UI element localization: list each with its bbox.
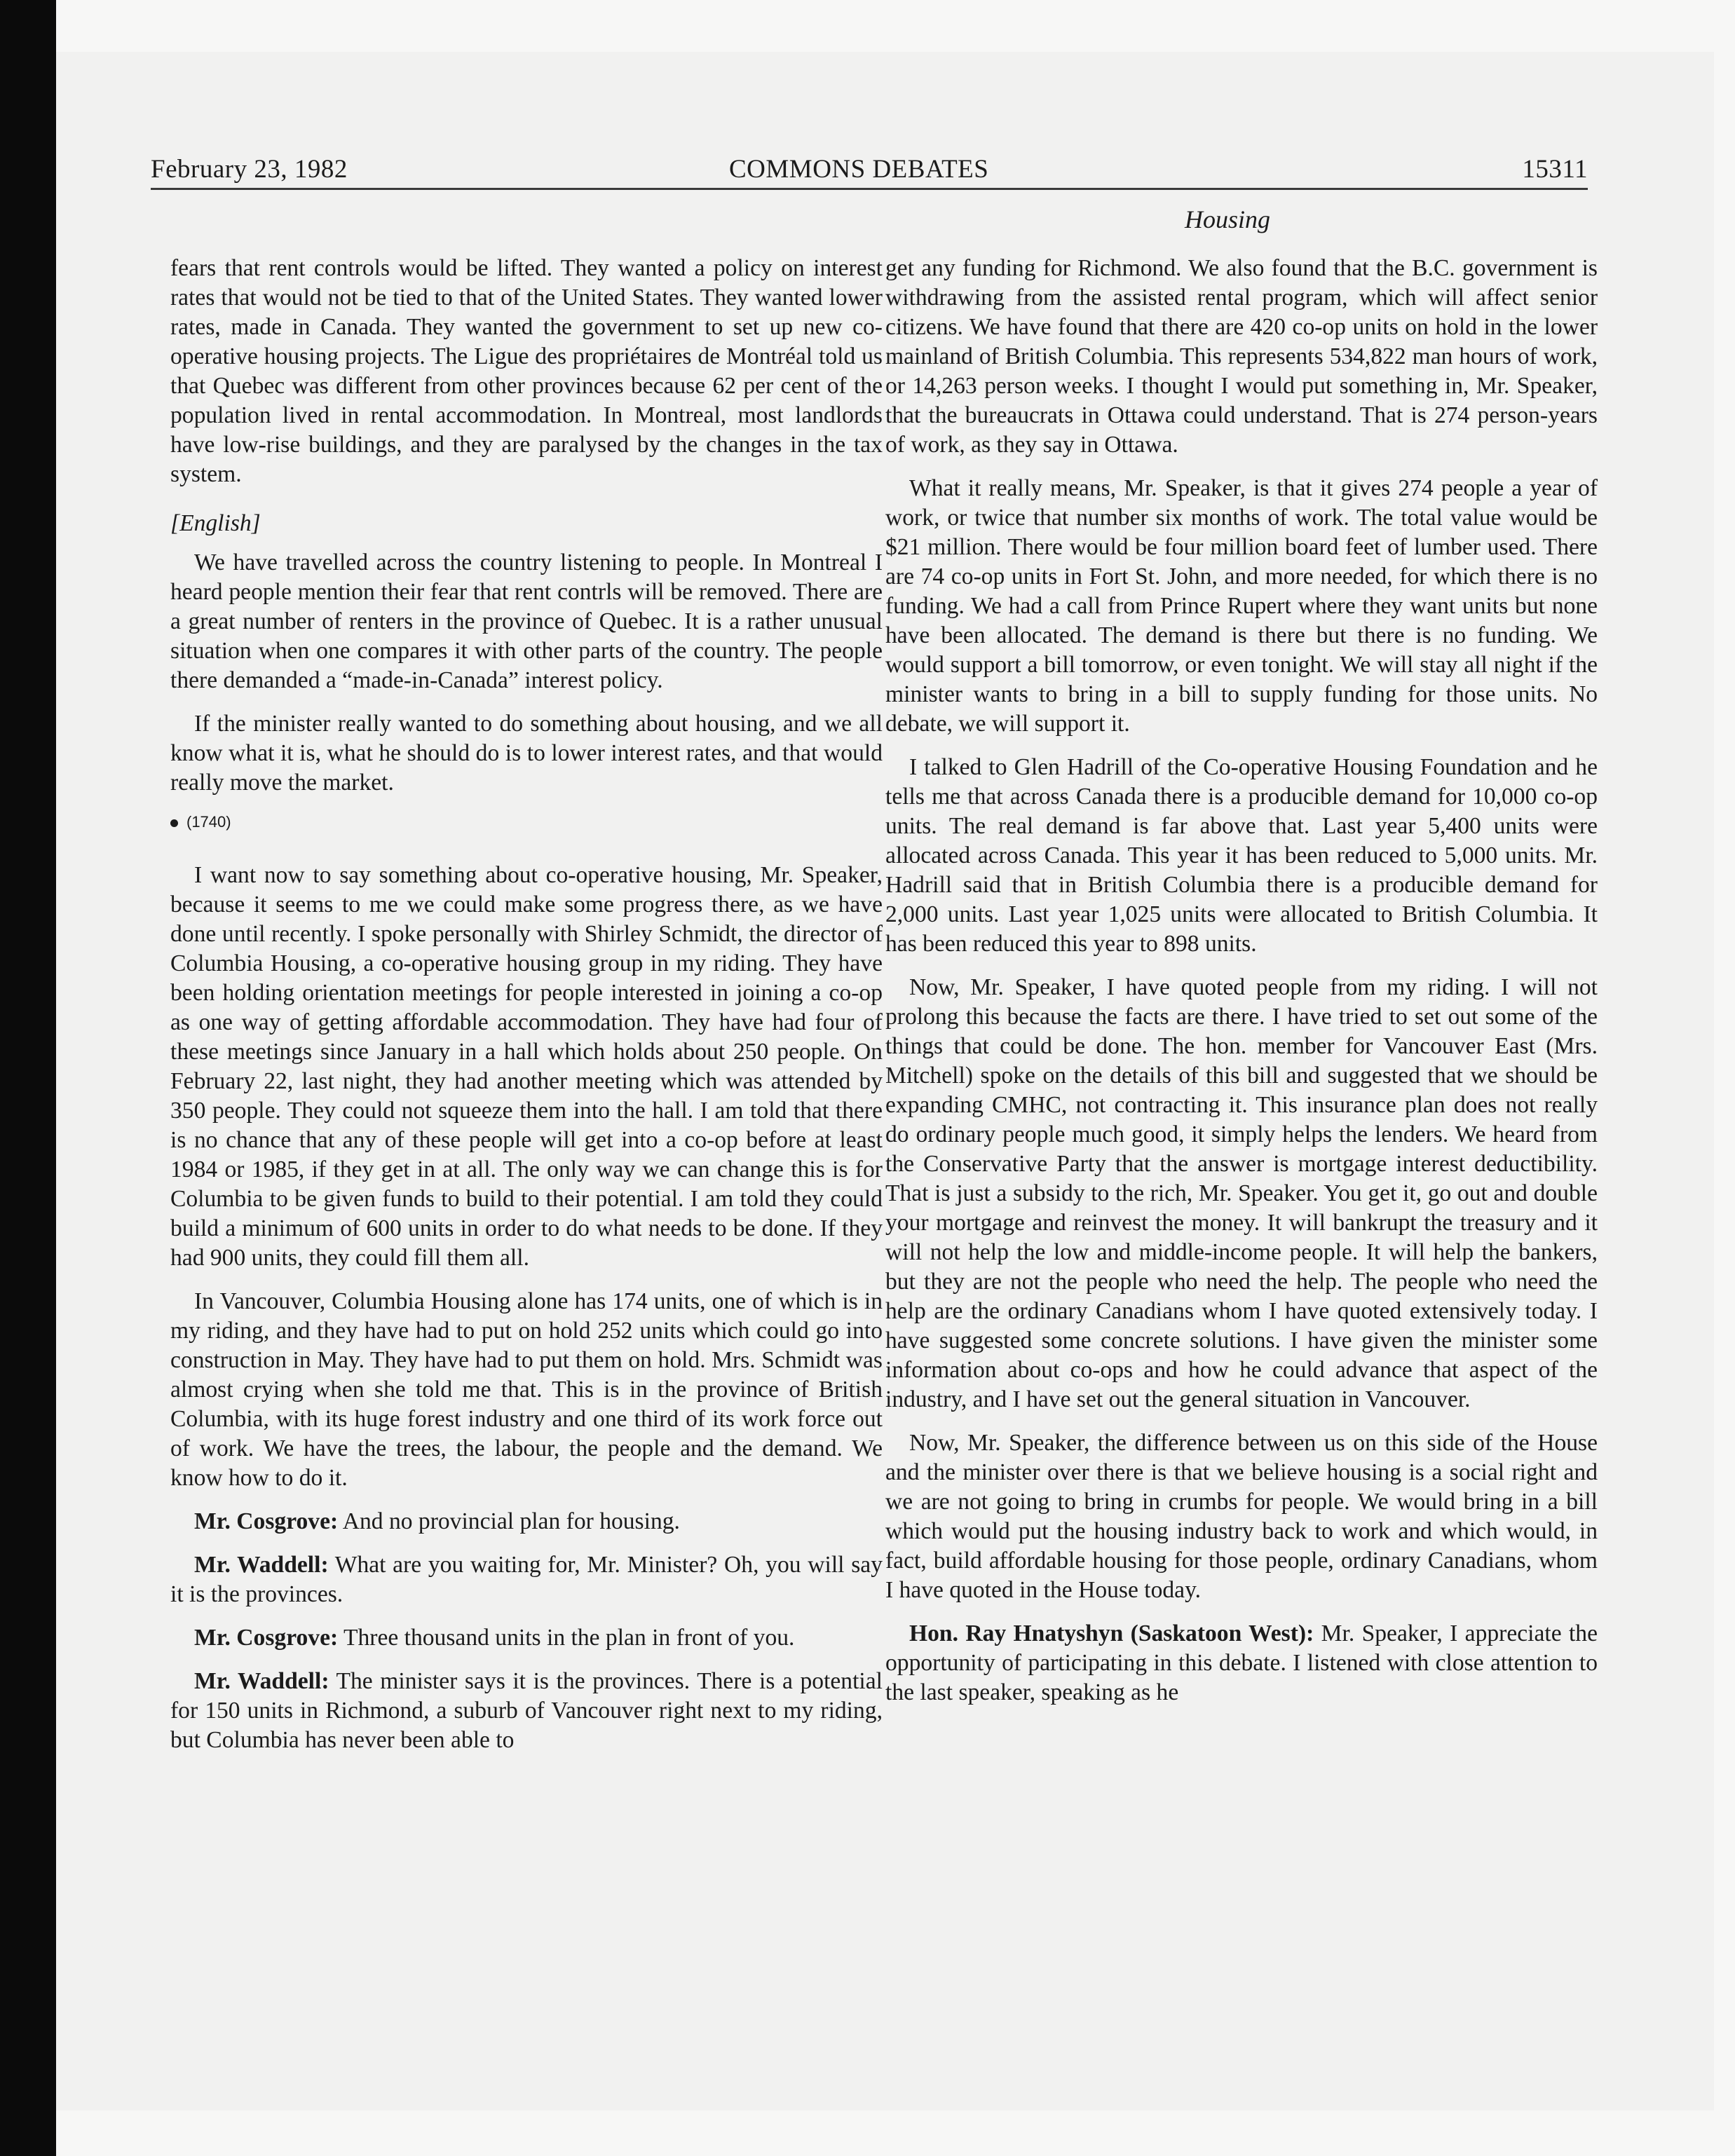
paragraph: I want now to say something about co-operative housing, Mr. Speaker, because it seems to me we could make some progress there, as we have done until recently. I spoke personally with Shirley Schmidt, the director of Columbia Housing, a co-operative housing group in my riding. They have been holding orientation meetings for people interested in joining a co-op as one way of getting affordable accommodation. They have had four of these meetings since January in a hall which holds about 250 people. On February 22, last night, they had another meeting which was attended by 350 people. They could not squeeze them into the hall. I am told that there is no chance that any of these people will get into a co-op before at least 1984 or 1985, if they get in at all. The only way we can change this is for Columbia to be given funds to build to their potential. I am told they could build a minimum of 600 units in order to do what needs to be done. If they had 900 units, they could fill them all. <box>170 862 883 1271</box>
speech: Mr. Waddell: What are you waiting for, Mr. Minister? Oh, you will say it is the provinces. <box>170 1552 883 1607</box>
speaker-name: Mr. Cosgrove: <box>194 1508 339 1534</box>
speech: Mr. Cosgrove: And no provincial plan for housing. <box>194 1508 680 1534</box>
paragraph: I talked to Glen Hadrill of the Co-operative Housing Foundation and he tells me that across Canada there is a producible demand for 10,000 co-op units. The real demand is far above that. Last year 5,400 units were allocated across Canada. This year it has been reduced to 5,000 units. Mr. Hadrill said that in British Columbia there is a producible demand for 2,000 units. Last year 1,025 units were allocated to British Columbia. It has been reduced this year to 898 units. <box>885 754 1598 957</box>
speaker-name: Mr. Cosgrove: <box>194 1625 339 1651</box>
paragraph: If the minister really wanted to do something about housing, and we all know what it is, what he should do is to lower interest rates, and that would really move the market. <box>170 711 883 796</box>
paragraph: get any funding for Richmond. We also found that the B.C. government is withdrawing from the assisted rental program, which will affect senior citizens. We have found that there are 420 co-op units on hold in the lower mainland of British Columbia. This represents 534,822 man hours of work, or 14,263 person weeks. I thought I would put something in, Mr. Speaker, that the bureaucrats in Ottawa could understand. That is 274 person-years of work, as they say in Ottawa. <box>885 255 1598 458</box>
header-publication: COMMONS DEBATES <box>729 155 989 184</box>
scan-right-margin <box>1714 0 1735 2156</box>
header-date: February 23, 1982 <box>151 155 348 184</box>
speaker-name: Hon. Ray Hnatyshyn (Saskatoon West): <box>909 1621 1314 1646</box>
scan-top-margin <box>0 0 1735 52</box>
paragraph: What it really means, Mr. Speaker, is that it gives 274 people a year of work, or twice that number six months of work. The total value would be $21 million. There would be four million board feet of lumber used. There are 74 co-op units in Fort St. John, and more needed, for which there is no funding. We had a call from Prince Rupert where they want units but none have been allocated. The demand is there but there is no funding. We would support a bill tomorrow, or even tonight. We will stay all night if the minister wants to bring in a bill to supply funding for those units. No debate, we will support it. <box>885 475 1598 737</box>
time-marker: (1740) <box>170 812 883 833</box>
speaker-name: Mr. Waddell: <box>194 1552 329 1578</box>
scan-left-border <box>0 0 56 2156</box>
speech: Hon. Ray Hnatyshyn (Saskatoon West): Mr. Speaker, I appreciate the opportunity of participating in this debate. I listened with close attention to the last speaker, speaking as he <box>885 1621 1598 1705</box>
speaker-name: Mr. Waddell: <box>194 1668 329 1694</box>
paragraph: Now, Mr. Speaker, the difference between us on this side of the House and the minister over there is that we believe housing is a social right and we are not going to bring in crumbs for people. We would bring in a bill which would put the housing industry back to work and which would, in fact, build affordable housing for those people, ordinary Canadians, whom I have quoted in the House today. <box>885 1430 1598 1603</box>
speech: Mr. Waddell: The minister says it is the provinces. There is a potential for 150 units in Richmond, a suburb of Vancouver right next to my riding, but Columbia has never been able to <box>170 1668 883 1753</box>
header-rule <box>151 188 1588 190</box>
paragraph: fears that rent controls would be lifted. They wanted a policy on interest rates that would not be tied to that of the United States. They wanted lower rates, made in Canada. They wanted the government to set up new co-operative housing projects. The Ligue des propriétaires de Montréal told us that Quebec was different from other provinces because 62 per cent of the population lived in rental accommodation. In Montreal, most landlords have low-rise buildings, and they are paralysed by the changes in the tax system. <box>170 255 883 487</box>
speech: Mr. Cosgrove: Three thousand units in the plan in front of you. <box>194 1625 795 1651</box>
scan-bottom-margin <box>0 2110 1735 2156</box>
language-note: [English] <box>170 510 261 536</box>
bullet-icon <box>170 819 178 827</box>
page-number: 15311 <box>1522 155 1588 184</box>
page-header <box>151 154 1588 189</box>
left-column <box>170 254 883 1769</box>
right-column <box>885 254 1598 1721</box>
paragraph: Now, Mr. Speaker, I have quoted people from my riding. I will not prolong this because the facts are there. I have tried to set out some of the things that could be done. The hon. member for Vancouver East (Mrs. Mitchell) spoke on the details of this bill and suggested that we should be expanding CMHC, not contracting it. This insurance plan does not really do ordinary people much good, it simply helps the lenders. We heard from the Conservative Party that the answer is mortgage interest deductibility. That is just a subsidy to the rich, Mr. Speaker. You get it, go out and double your mortgage and reinvest the money. It will bankrupt the treasury and it will not help the low and middle-income people. It will help the bankers, but they are not the people who need the help. The people who need the help are the ordinary Canadians whom I have quoted extensively today. I have suggested some concrete solutions. I have given the minister some information about co-ops and how he could advance that aspect of the industry, and I have set out the general situation in Vancouver. <box>885 974 1598 1412</box>
section-subject: Housing <box>1185 205 1271 233</box>
paragraph: We have travelled across the country listening to people. In Montreal I heard people mention their fear that rent contrls will be removed. There are a great number of renters in the province of Quebec. It is a rather unusual situation when one compares it with other parts of the country. The people there demanded a “made-in-Canada” interest policy. <box>170 550 883 693</box>
paragraph: In Vancouver, Columbia Housing alone has 174 units, one of which is in my riding, and they have had to put on hold 252 units which could go into construction in May. They have had to put them on hold. Mrs. Schmidt was almost crying when she told me that. This is in the province of British Columbia, with its huge forest industry and one third of its work force out of work. We have the trees, the labour, the people and the demand. We know how to do it. <box>170 1288 883 1491</box>
